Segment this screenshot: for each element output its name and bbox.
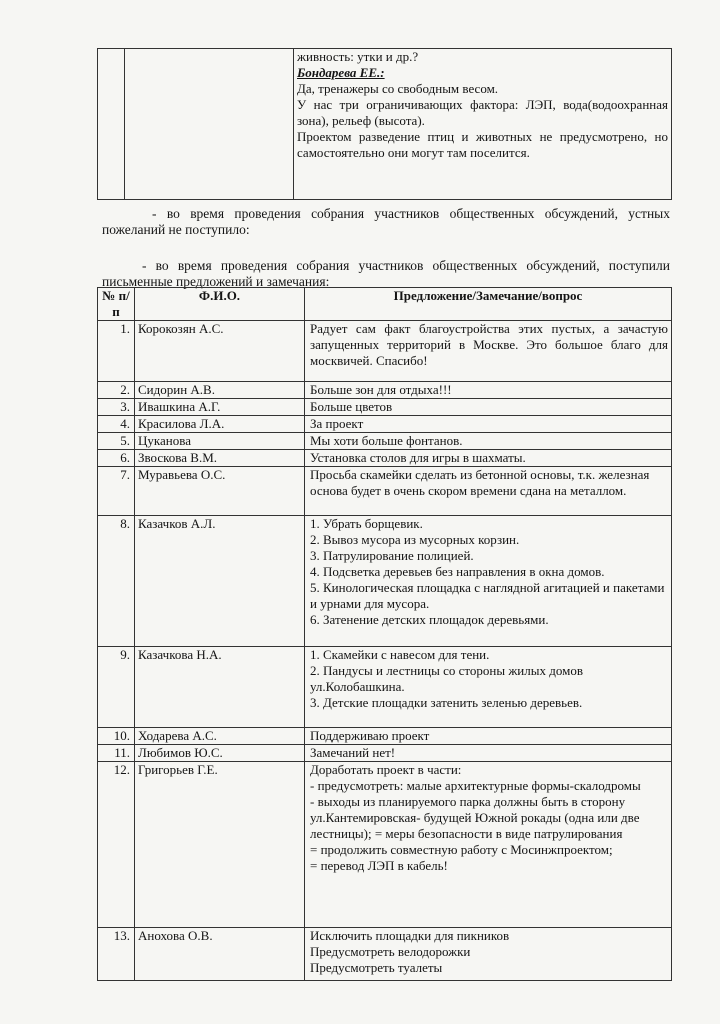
header-text: Предложение/Замечание/вопрос xyxy=(305,288,672,321)
proposal-line: - выходы из планируемого парка должны быть в сторону ул.Кантемировская- будущей Южной рокады (одна или две лестницы); = меры безопасности в виде патрулирования xyxy=(310,794,640,841)
row-person-name: Григорьев Г.Е. xyxy=(135,762,305,928)
row-person-name: Корокозян А.С. xyxy=(135,321,305,382)
row-person-name: Анохова О.В. xyxy=(135,928,305,981)
table-row xyxy=(98,647,672,728)
proposal-line: = перевод ЛЭП в кабель! xyxy=(310,858,448,873)
proposal-line: Замечаний нет! xyxy=(310,745,396,760)
proposal-line: Доработать проект в части: xyxy=(310,762,462,777)
row-person-name: Казачков А.Л. xyxy=(135,516,305,647)
proposal-line: Больше зон для отдыха!!! xyxy=(310,382,452,397)
row-proposal xyxy=(305,382,672,399)
continuation-row xyxy=(98,49,672,200)
proposal-line: Поддерживаю проект xyxy=(310,728,430,743)
header-name: Ф.И.О. xyxy=(135,288,305,321)
row-proposal xyxy=(305,399,672,416)
row-person-name: Казачкова Н.А. xyxy=(135,647,305,728)
written-remarks-paragraph: - во время проведения собрания участников общественных обсуждений, поступили письменные предложений и замечания: xyxy=(102,258,670,289)
row-number: 9. xyxy=(98,647,135,728)
proposal-line: 2. Вывоз мусора из мусорных корзин. xyxy=(310,532,520,547)
proposal-line: 1. Убрать борщевик. xyxy=(310,516,423,531)
row-number: 2. xyxy=(98,382,135,399)
row-number: 7. xyxy=(98,467,135,516)
continuation-line: Проектом разведение птиц и животных не предусмотрено, но самостоятельно они могут там поселится. xyxy=(297,129,668,160)
row-number: 11. xyxy=(98,745,135,762)
continuation-line: У нас три ограничивающих фактора: ЛЭП, вода(водоохранная зона), рельеф (высота). xyxy=(297,97,668,128)
row-number: 8. xyxy=(98,516,135,647)
proposal-line: Предусмотреть туалеты xyxy=(310,960,443,975)
table-row xyxy=(98,450,672,467)
row-number: 10. xyxy=(98,728,135,745)
row-person-name: Сидорин А.В. xyxy=(135,382,305,399)
proposal-line: Предусмотреть велодорожки xyxy=(310,944,471,959)
proposal-line: За проект xyxy=(310,416,364,431)
table-row xyxy=(98,416,672,433)
table-row xyxy=(98,728,672,745)
table-row xyxy=(98,745,672,762)
proposals-table xyxy=(97,287,672,981)
row-proposal xyxy=(305,928,672,981)
row-number: 1. xyxy=(98,321,135,382)
row-proposal xyxy=(305,762,672,928)
row-number: 5. xyxy=(98,433,135,450)
row-number: 3. xyxy=(98,399,135,416)
table-row xyxy=(98,467,672,516)
table-row xyxy=(98,382,672,399)
proposal-line: Просьба скамейки сделать из бетонной основы, т.к. железная основа будет в очень скором времени сдана на металлом. xyxy=(310,467,650,498)
continuation-cell-num xyxy=(98,49,125,200)
row-proposal xyxy=(305,433,672,450)
continuation-cell-name xyxy=(125,49,294,200)
table-header-row xyxy=(98,288,672,321)
proposal-line: Мы хоти больше фонтанов. xyxy=(310,433,463,448)
row-person-name: Ивашкина А.Г. xyxy=(135,399,305,416)
row-person-name: Звоскова В.М. xyxy=(135,450,305,467)
table-row xyxy=(98,762,672,928)
proposal-line: 3. Патрулирование полицией. xyxy=(310,548,474,563)
row-person-name: Цуканова xyxy=(135,433,305,450)
table-row xyxy=(98,433,672,450)
continuation-table xyxy=(97,48,672,200)
proposal-line: Радует сам факт благоустройства этих пустых, а зачастую запущенных территорий в Москве. Это большое благо для москвичей. Спасибо! xyxy=(310,321,668,368)
row-proposal xyxy=(305,745,672,762)
proposal-line: 2. Пандусы и лестницы со стороны жилых домов ул.Колобашкина. xyxy=(310,663,583,694)
proposal-line: 5. Кинологическая площадка с наглядной агитацией и пакетами и урнами для мусора. xyxy=(310,580,665,611)
row-proposal xyxy=(305,647,672,728)
row-proposal xyxy=(305,516,672,647)
proposal-line: 1. Скамейки с навесом для тени. xyxy=(310,647,490,662)
row-person-name: Любимов Ю.С. xyxy=(135,745,305,762)
row-number: 4. xyxy=(98,416,135,433)
table-row xyxy=(98,321,672,382)
row-number: 6. xyxy=(98,450,135,467)
header-num: № п/п xyxy=(98,288,135,321)
table-body xyxy=(98,321,672,981)
row-person-name: Красилова Л.А. xyxy=(135,416,305,433)
row-proposal xyxy=(305,321,672,382)
table-row xyxy=(98,516,672,647)
proposal-line: Установка столов для игры в шахматы. xyxy=(310,450,526,465)
row-person-name: Муравьева О.С. xyxy=(135,467,305,516)
proposal-line: = продолжить совместную работу с Мосинжпроектом; xyxy=(310,842,613,857)
row-proposal xyxy=(305,728,672,745)
oral-remarks-paragraph: - во время проведения собрания участников общественных обсуждений, устных пожеланий не поступило: xyxy=(102,206,670,237)
table-row xyxy=(98,928,672,981)
continuation-line: Да, тренажеры со свободным весом. xyxy=(297,81,499,96)
proposal-line: Больше цветов xyxy=(310,399,393,414)
proposal-line: Исключить площадки для пикников xyxy=(310,928,510,943)
continuation-cell-text xyxy=(294,49,672,200)
row-proposal xyxy=(305,416,672,433)
row-number: 12. xyxy=(98,762,135,928)
proposal-line: 3. Детские площадки затенить зеленью деревьев. xyxy=(310,695,583,710)
continuation-line: живность: утки и др.? xyxy=(297,49,419,64)
proposal-line: 6. Затенение детских площадок деревьями. xyxy=(310,612,549,627)
table-row xyxy=(98,399,672,416)
proposal-line: 4. Подсветка деревьев без направления в окна домов. xyxy=(310,564,605,579)
speaker-name: Бондарева ЕЕ.: xyxy=(297,65,385,80)
row-proposal xyxy=(305,467,672,516)
proposal-line: - предусмотреть: малые архитектурные формы-скалодромы xyxy=(310,778,641,793)
row-proposal xyxy=(305,450,672,467)
row-person-name: Ходарева А.С. xyxy=(135,728,305,745)
row-number: 13. xyxy=(98,928,135,981)
